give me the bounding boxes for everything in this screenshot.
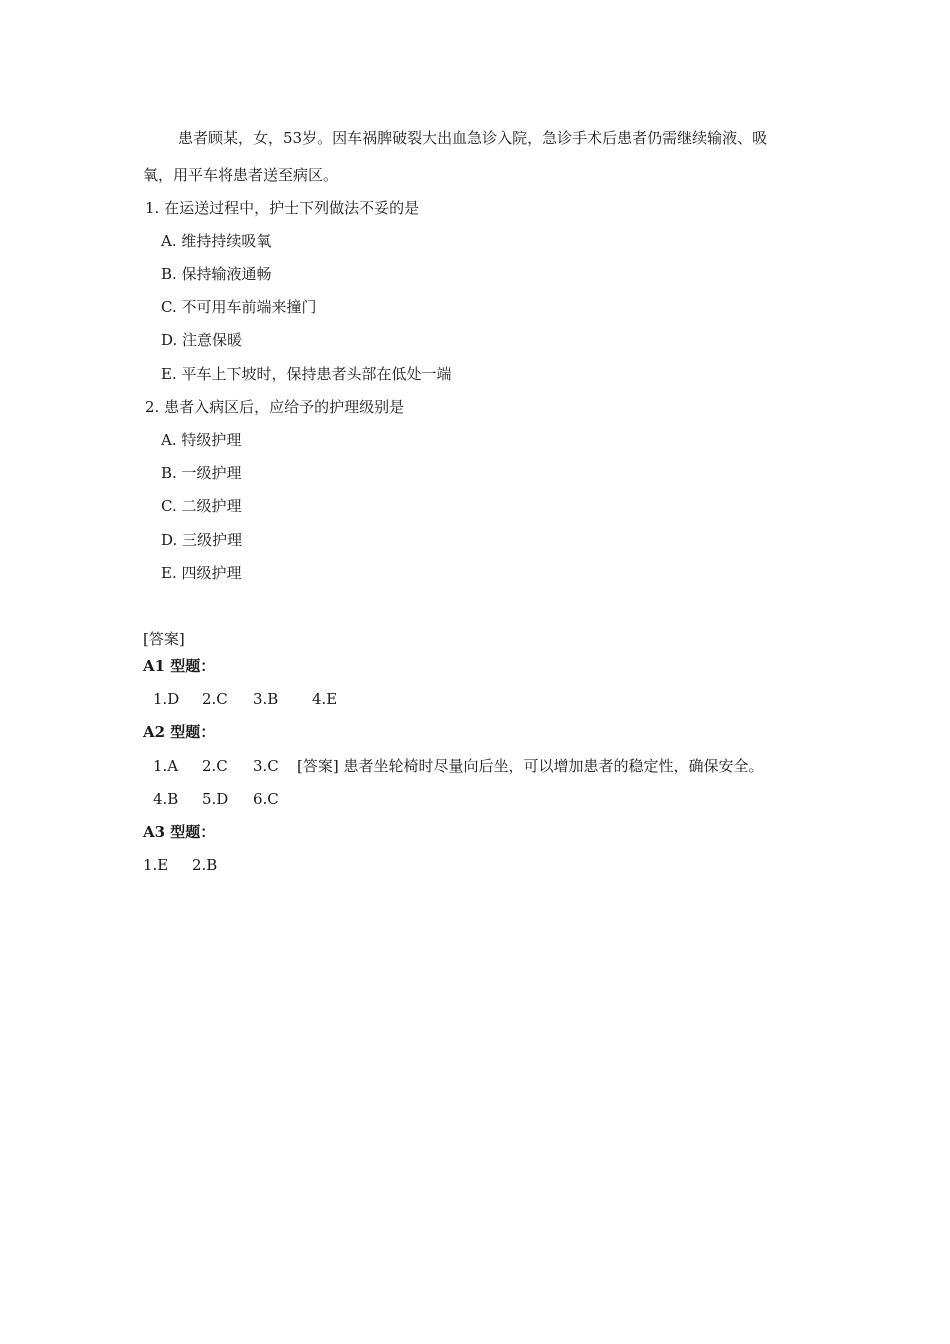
a3-answer-1: 1.E — [143, 856, 169, 874]
question-1-stem: 1. 在运送过程中，护士下列做法不妥的是 — [145, 199, 420, 217]
case-text-line-1: 患者顾某，女，53岁。因车祸脾破裂大出血急诊入院，急诊手术后患者仍需继续输液、吸 — [178, 129, 768, 147]
question-1-option-e: E. 平车上下坡时，保持患者头部在低处一端 — [161, 365, 452, 383]
a1-answer-4: 4.E — [312, 690, 338, 708]
question-1-option-b: B. 保持输液通畅 — [161, 265, 272, 283]
a2-answer-row-1 — [153, 756, 763, 776]
question-1-option-a: A. 维持持续吸氧 — [161, 232, 272, 250]
a2-answer-2: 2.C — [202, 757, 228, 775]
a1-answer-1: 1.D — [153, 690, 180, 708]
a2-answer-3: 3.C — [253, 757, 279, 775]
a3-section-title: A3 型题： — [143, 823, 216, 841]
question-2-option-a: A. 特级护理 — [161, 431, 242, 449]
a2-answer-5: 5.D — [202, 790, 229, 808]
a3-answer-2: 2.B — [192, 856, 218, 874]
a2-answer-1: 1.A — [153, 757, 179, 775]
answers-heading: [答案] — [143, 630, 185, 648]
a2-answer-6: 6.C — [253, 790, 279, 808]
a1-section-title: A1 型题： — [143, 657, 216, 675]
a1-answer-3: 3.B — [253, 690, 279, 708]
a2-answer-3-note: [答案] 患者坐轮椅时尽量向后坐，可以增加患者的稳定性，确保安全。 — [297, 757, 764, 775]
question-2-option-e: E. 四级护理 — [161, 564, 242, 582]
a2-section-title: A2 型题： — [143, 723, 216, 741]
a3-answer-row — [143, 855, 217, 875]
case-text-line-2: 氧，用平车将患者送至病区。 — [143, 166, 339, 184]
question-1-option-d: D. 注意保暖 — [161, 331, 243, 349]
question-2-option-d: D. 三级护理 — [161, 531, 243, 549]
question-1-option-c: C. 不可用车前端来撞门 — [161, 298, 317, 316]
a1-answer-2: 2.C — [202, 690, 228, 708]
a2-answer-row-2 — [153, 789, 279, 809]
question-2-option-b: B. 一级护理 — [161, 464, 242, 482]
question-2-stem: 2. 患者入病区后，应给予的护理级别是 — [145, 398, 405, 416]
a1-answer-row — [153, 689, 337, 709]
a2-answer-4: 4.B — [153, 790, 179, 808]
question-2-option-c: C. 二级护理 — [161, 497, 242, 515]
